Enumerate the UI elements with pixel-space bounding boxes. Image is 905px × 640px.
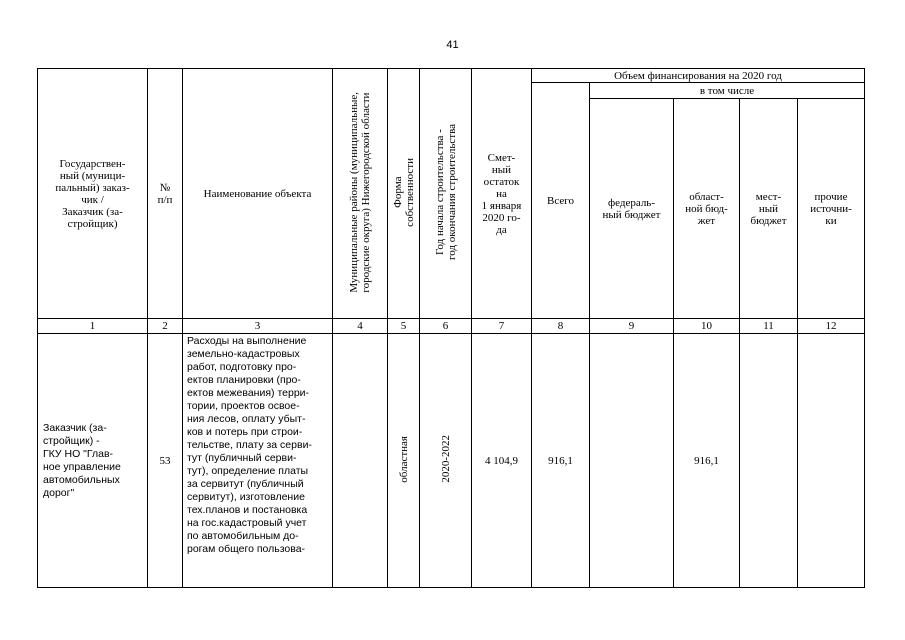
header-ownership: Форма собственности — [388, 69, 420, 319]
row-other — [798, 334, 865, 588]
column-number: 5 — [388, 319, 420, 334]
column-number: 1 — [38, 319, 148, 334]
header-estimate: Смет- ный остаток на 1 января 2020 го- да — [472, 69, 532, 319]
row-federal — [590, 334, 674, 588]
column-number: 9 — [590, 319, 674, 334]
row-estimate: 4 104,9 — [472, 334, 532, 588]
column-number: 3 — [183, 319, 333, 334]
row-ownership: областная — [388, 334, 420, 588]
header-customer: Государствен- ный (муници- пальный) заказ- чик / Заказчик (за- стройщик) — [38, 69, 148, 319]
header-years: Год начала строительства - год окончания строительства — [420, 69, 472, 319]
row-customer: Заказчик (за- стройщик) - ГКУ НО "Глав- ное управление автомобильных дорог" — [38, 334, 148, 588]
header-financing-group: Объем финансирования на 2020 год — [532, 69, 865, 83]
column-number: 12 — [798, 319, 865, 334]
header-including: в том числе — [590, 83, 865, 99]
row-object-name: Расходы на выполнение земельно-кадастровых работ, подготовку про- ектов планировки (про- ектов межевания) терри- тории, проектов освое- ния лесов, оплату убыт- ков и потерь при строи- тельстве, плату за серви- тут (публичный серви- тут), определение платы за сервитут (публичный сервитут), изготовление тех.планов и постановка на гос.кадастровый учет по автомобильным до- рогам общего пользова- — [183, 334, 333, 588]
header-total: Всего — [532, 83, 590, 319]
row-number: 53 — [148, 334, 183, 588]
header-municipal: Муниципальные районы (муниципальные, городские округа) Нижегородской области — [333, 69, 388, 319]
column-number: 11 — [740, 319, 798, 334]
row-total: 916,1 — [532, 334, 590, 588]
row-municipal — [333, 334, 388, 588]
page-number: 41 — [446, 39, 459, 51]
table-row — [38, 334, 865, 588]
header-object-name: Наименование объекта — [183, 69, 333, 319]
column-numbers-row — [38, 319, 865, 334]
column-number: 10 — [674, 319, 740, 334]
header-regional: област- ной бюд- жет — [674, 99, 740, 319]
header-number: № п/п — [148, 69, 183, 319]
financing-table — [37, 68, 865, 588]
column-number: 2 — [148, 319, 183, 334]
row-years: 2020-2022 — [420, 334, 472, 588]
row-regional: 916,1 — [674, 334, 740, 588]
column-number: 4 — [333, 319, 388, 334]
header-federal: федераль- ный бюджет — [590, 99, 674, 319]
row-local — [740, 334, 798, 588]
column-number: 7 — [472, 319, 532, 334]
header-other: прочие источни- ки — [798, 99, 865, 319]
column-number: 8 — [532, 319, 590, 334]
header-local: мест- ный бюджет — [740, 99, 798, 319]
column-number: 6 — [420, 319, 472, 334]
